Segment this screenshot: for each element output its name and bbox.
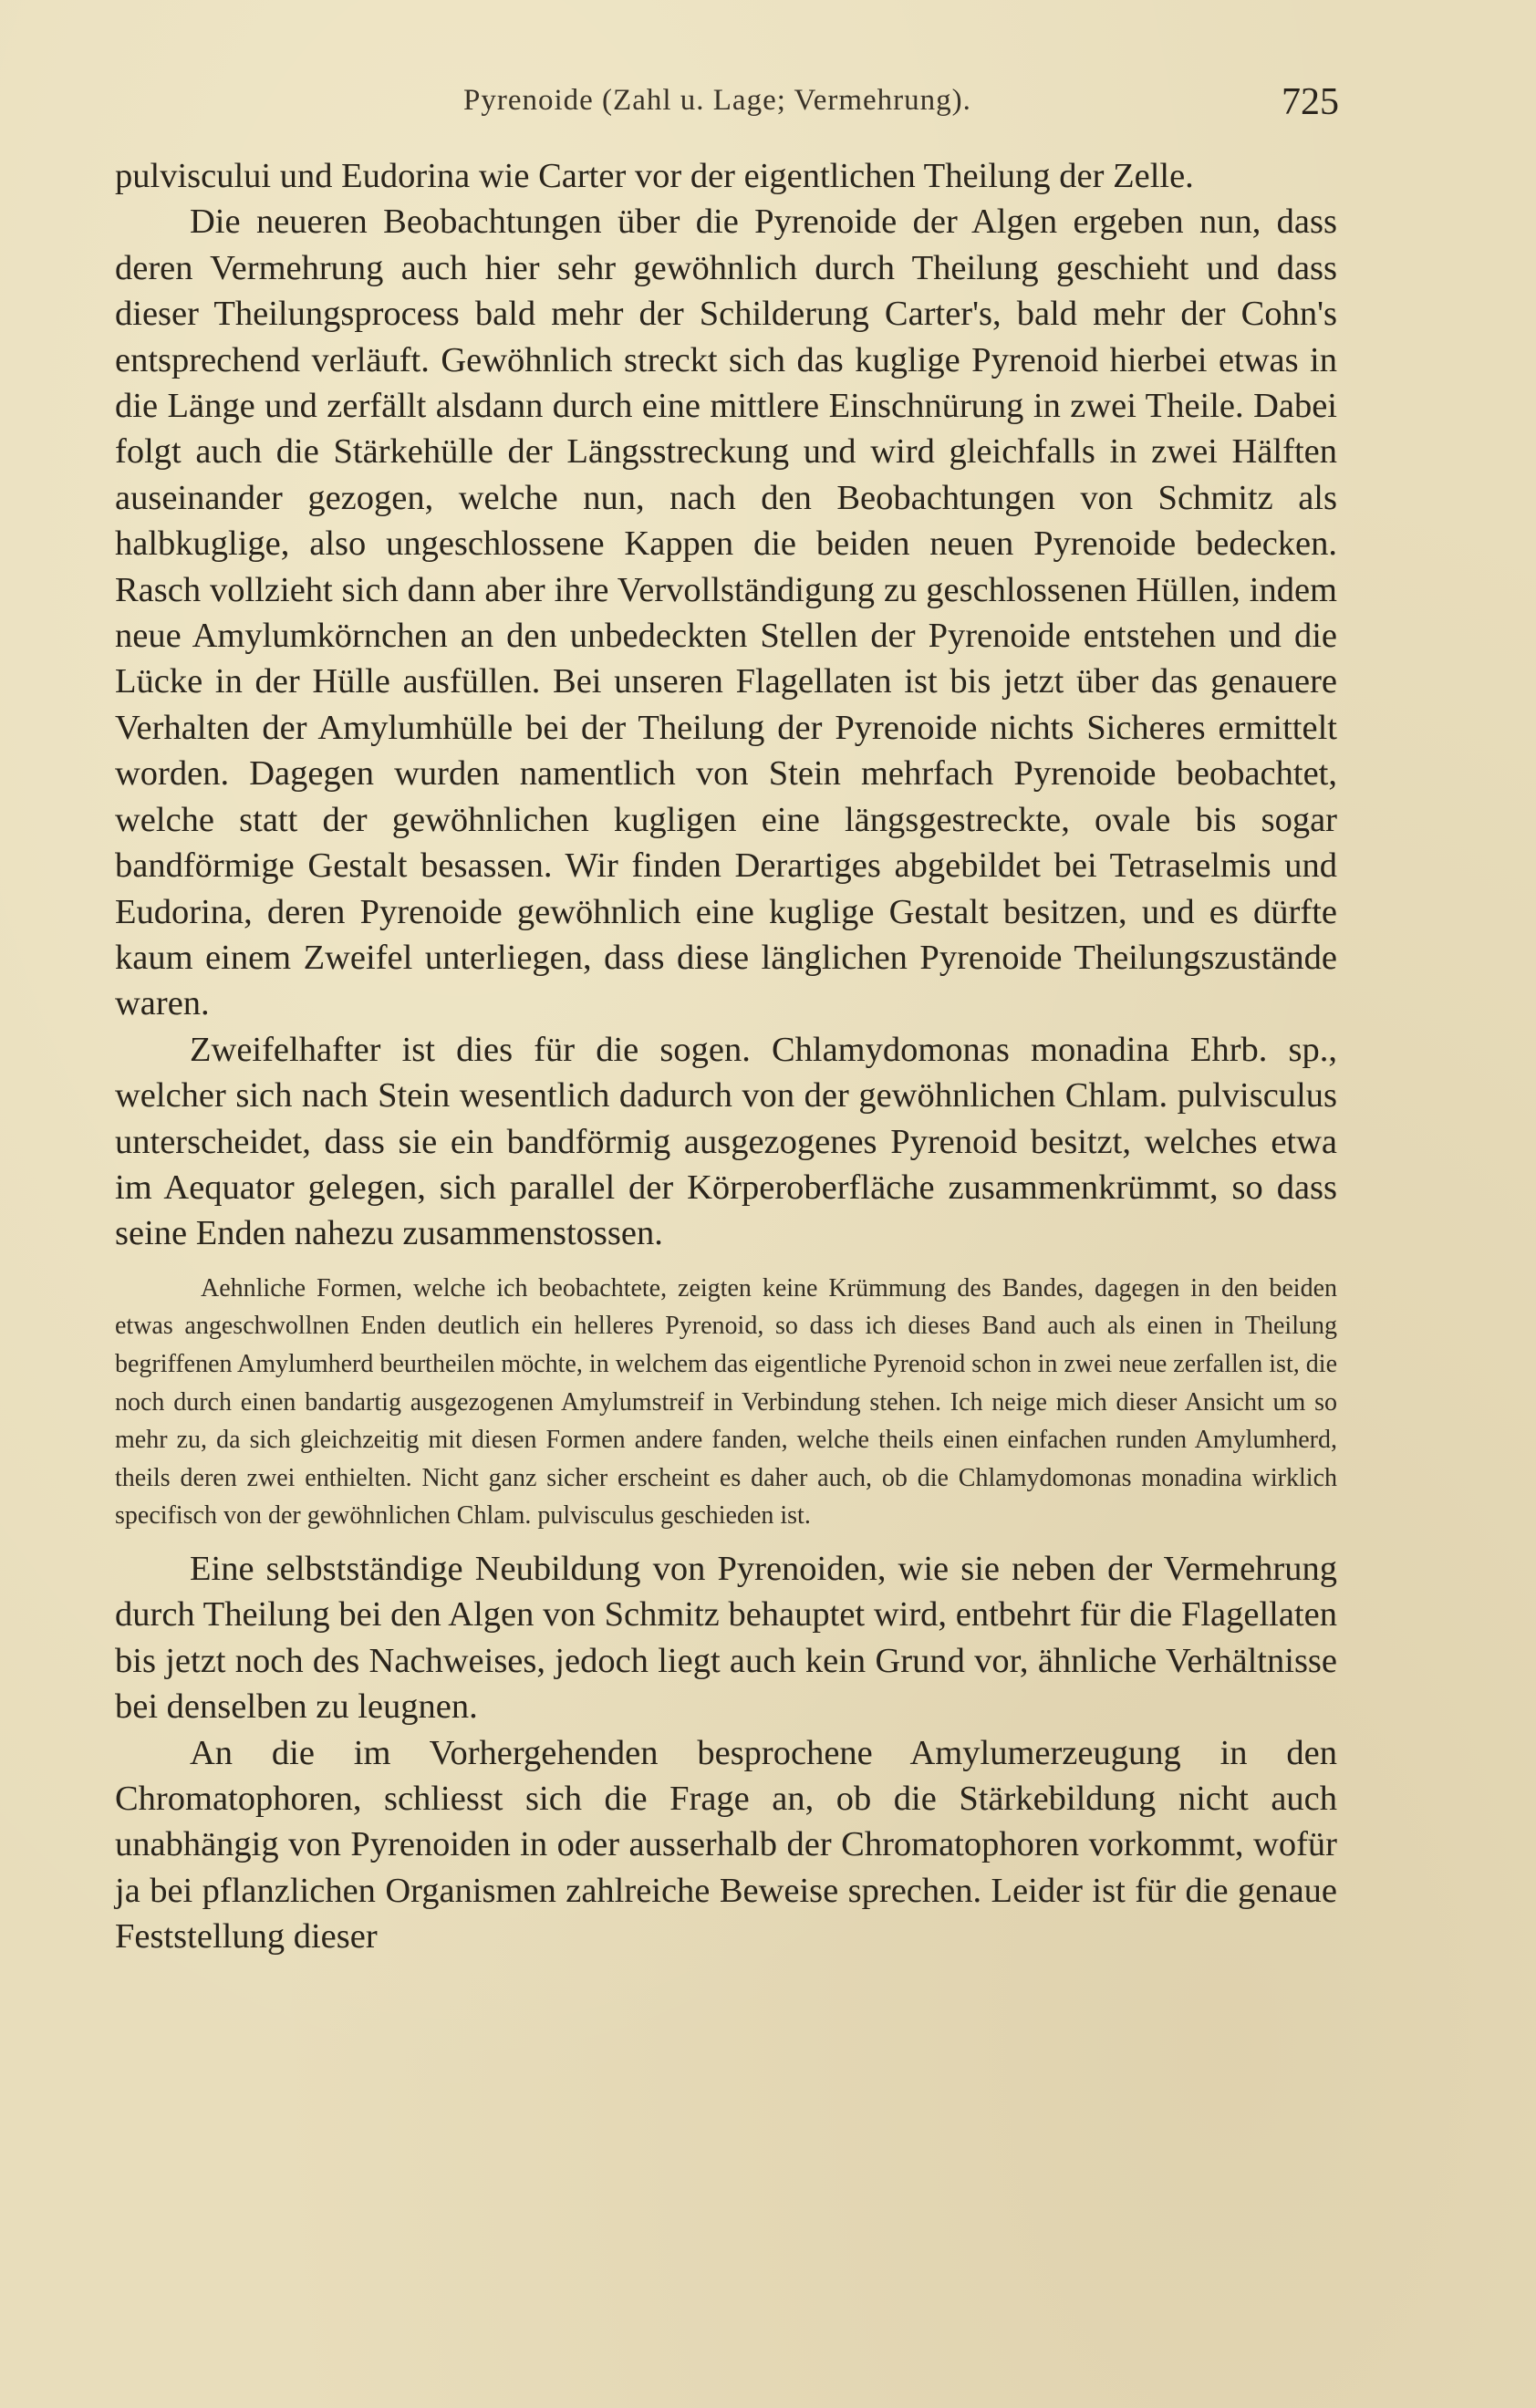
running-head [117, 81, 1339, 130]
page-number: 725 [1282, 81, 1339, 123]
paragraph-new-formation: Eine selbstständige Neubildung von Pyrenoiden, wie sie neben der Vermehrung durch Theilung bei den Algen von Schmitz behauptet wird, entbehrt für die Flagellaten bis jetzt noch des Nachweises, jedoch liegt auch kein Grund vor, ähnliche Verhältnisse bei denselben zu leugnen. [115, 1549, 1337, 1727]
running-title: Pyrenoide (Zahl u. Lage; Vermehrung). [463, 84, 971, 117]
paragraph-continuation: pulviscului und Eudorina wie Carter vor der eigentlichen Theilung der Zelle. [115, 157, 1194, 195]
small-print-note: Aehnliche Formen, welche ich beobachtete, zeigten keine Krümmung des Bandes, dagegen in den beiden etwas angeschwollnen Enden deutlich ein helleres Pyrenoid, so dass ich dieses Band auch als einen in Theilung begriffenen Amylumherd beurtheilen möchte, in welchem das eigentliche Pyrenoid schon in zwei neue zerfallen ist, die noch durch einen bandartig ausgezogenen Amylumstreif in Verbindung stehen. Ich neige mich dieser Ansicht um so mehr zu, da sich gleichzeitig mit diesen Formen andere fanden, welche theils einen einfachen runden Amylumherd, theils deren zwei enthielten. Nicht ganz sicher erscheint es daher auch, ob die Chlamydomonas monadina wirklich specifisch von der gewöhnlichen Chlam. pulvisculus geschieden ist. [115, 1273, 1337, 1531]
paragraph-pyrenoid-division: Die neueren Beobachtungen über die Pyrenoide der Algen ergeben nun, dass deren Vermehrung auch hier sehr gewöhnlich durch Theilung geschieht und dass dieser Theilungsprocess bald mehr der Schilderung Carter's, bald mehr der Cohn's entsprechend verläuft. Gewöhnlich streckt sich das kuglige Pyrenoid hierbei etwas in die Länge und zerfällt alsdann durch eine mittlere Einschnürung in zwei Theile. Dabei folgt auch die Stärkehülle der Längsstreckung und wird gleichfalls in zwei Hälften auseinander gezogen, welche nun, nach den Beobachtungen von Schmitz als halbkuglige, also ungeschlossene Kappen die beiden neuen Pyrenoide bedecken. Rasch vollzieht sich dann aber ihre Vervollständigung zu geschlossenen Hüllen, indem neue Amylumkörnchen an den unbedeckten Stellen der Pyrenoide entstehen und die Lücke in der Hülle ausfüllen. Bei unseren Flagellaten ist bis jetzt über das genauere Verhalten der Amylumhülle bei der Theilung der Pyrenoide nichts Sicheres ermittelt worden. Dagegen wurden namentlich von Stein mehrfach Pyrenoide beobachtet, welche statt der gewöhnlichen kugligen eine längsgestreckte, ovale bis sogar bandförmige Gestalt besassen. Wir finden Derartiges abgebildet bei Tetraselmis und Eudorina, deren Pyrenoide gewöhnlich eine kuglige Gestalt besitzen, und es dürfte kaum einem Zweifel unterliegen, dass diese länglichen Pyrenoide Theilungszustände waren. [115, 202, 1337, 1023]
paragraph-chlamydomonas-monadina: Zweifelhafter ist dies für die sogen. Chlamydomonas monadina Ehrb. sp., welcher sich nach Stein wesentlich dadurch von der gewöhnlichen Chlam. pulvisculus unterscheidet, dass sie ein bandförmig ausgezogenes Pyrenoid besitzt, welches etwa im Aequator gelegen, sich parallel der Körperoberfläche zusammenkrümmt, so dass seine Enden nahezu zusammenstossen. [115, 1030, 1337, 1253]
paragraph-amylum-production: An die im Vorhergehenden besprochene Amylumerzeugung in den Chromatophoren, schliesst sich die Frage an, ob die Stärkebildung nicht auch unabhängig von Pyrenoiden in oder ausserhalb der Chromatophoren vorkommt, wofür ja bei pflanzlichen Organismen zahlreiche Beweise sprechen. Leider ist für die genaue Feststellung dieser [115, 1733, 1337, 1956]
main-text [115, 153, 1337, 1960]
